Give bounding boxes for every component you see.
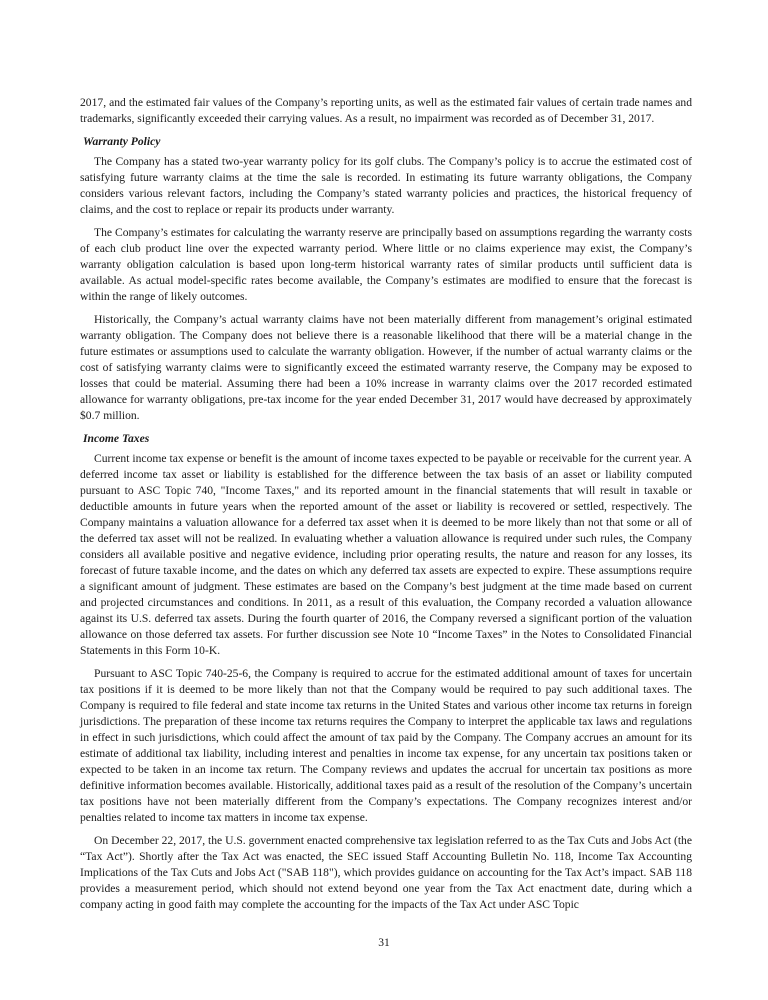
income-taxes-paragraph-3: On December 22, 2017, the U.S. government enacted comprehensive tax legislation referred to as the Tax Cuts and Jobs Act (the “Tax Act”). Shortly after the Tax Act was enacted, the SEC issued Staff Accounting Bulletin No. 118, Income Tax Accounting Implications of the Tax Cuts and Jobs Act ("SAB 118"), which provides guidance on accounting for the Tax Act’s impact. SAB 118 provides a measurement period, which should not extend beyond one year from the Tax Act enactment date, during which a company acting in good faith may complete the accounting for the impacts of the Tax Act under ASC Topic (80, 834, 692, 911)
warranty-paragraph-2: The Company’s estimates for calculating the warranty reserve are principally based on assumptions regarding the warranty costs of each club product line over the expected warranty period. Where little or no claims experience may exist, the Company’s warranty obligation calculation is based upon long-term historical warranty rates of similar products until sufficient data is available. As actual model-specific rates become available, the Company’s estimates are modified to ensure that the forecast is within the range of likely outcomes. (80, 226, 692, 303)
income-taxes-heading: Income Taxes (83, 432, 150, 445)
income-taxes-paragraph-1: Current income tax expense or benefit is the amount of income taxes expected to be payable or receivable for the current year. A deferred income tax asset or liability is established for the difference between the tax basis of an asset or liability computed pursuant to ASC Topic 740, "Income Taxes," and its reported amount in the financial statements that will result in taxable or deductible amounts in future years when the reported amount of the asset or liability is recovered or settled, respectively. The Company maintains a valuation allowance for a deferred tax asset when it is deemed to be more likely than not that some or all of the deferred tax asset will not be realized. In evaluating whether a valuation allowance is required under such rules, the Company considers all available positive and negative evidence, including prior operating results, the nature and reason for any losses, its forecast of future taxable income, and the dates on which any deferred tax assets are expected to expire. These assumptions require a significant amount of judgment. These estimates are based on the Company’s best judgment at the time made based on current and projected circumstances and conditions. In 2011, as a result of this evaluation, the Company recorded a valuation allowance against its U.S. deferred tax assets. During the fourth quarter of 2016, the Company reversed a significant portion of the valuation allowance on those deferred tax assets. For further discussion see Note 10 “Income Taxes” in the Notes to Consolidated Financial Statements in this Form 10-K. (80, 452, 692, 657)
warranty-paragraph-1: The Company has a stated two-year warranty policy for its golf clubs. The Company’s policy is to accrue the estimated cost of satisfying future warranty claims at the time the sale is recorded. In estimating its future warranty obligations, the Company considers various relevant factors, including the Company’s stated warranty policies and practices, the historical frequency of claims, and the cost to replace or repair its products under warranty. (80, 155, 692, 216)
page-number: 31 (378, 936, 390, 949)
warranty-policy-heading: Warranty Policy (83, 135, 161, 148)
page-body (80, 95, 692, 920)
intro-paragraph: 2017, and the estimated fair values of the Company’s reporting units, as well as the estimated fair values of certain trade names and trademarks, significantly exceeded their carrying values. As a result, no impairment was recorded as of December 31, 2017. (80, 96, 692, 125)
warranty-paragraph-3: Historically, the Company’s actual warranty claims have not been materially different from management’s original estimated warranty obligation. The Company does not believe there is a reasonable likelihood that there will be a material change in the future estimates or assumptions used to calculate the warranty obligation. However, if the number of actual warranty claims or the cost of satisfying warranty claims were to significantly exceed the estimated warranty reserve, the Company may be exposed to losses that could be material. Assuming there had been a 10% increase in warranty claims over the 2017 recorded estimated allowance for warranty obligations, pre-tax income for the year ended December 31, 2017 would have decreased by approximately $0.7 million. (80, 313, 692, 422)
income-taxes-paragraph-2: Pursuant to ASC Topic 740-25-6, the Company is required to accrue for the estimated additional amount of taxes for uncertain tax positions if it is deemed to be more likely than not that the Company would be required to pay such additional taxes. The Company is required to file federal and state income tax returns in the United States and various other income tax returns in foreign jurisdictions. The preparation of these income tax returns requires the Company to interpret the applicable tax laws and regulations in effect in such jurisdictions, which could affect the amount of tax paid by the Company. The Company accrues an amount for its estimate of additional tax liability, including interest and penalties in income tax expense, for any uncertain tax positions taken or expected to be taken in an income tax return. The Company reviews and updates the accrual for uncertain tax positions as more definitive information becomes available. Historically, additional taxes paid as a result of the resolution of the Company’s uncertain tax positions have not been materially different from the Company’s expectations. The Company recognizes interest and/or penalties related to income tax matters in income tax expense. (80, 667, 692, 824)
